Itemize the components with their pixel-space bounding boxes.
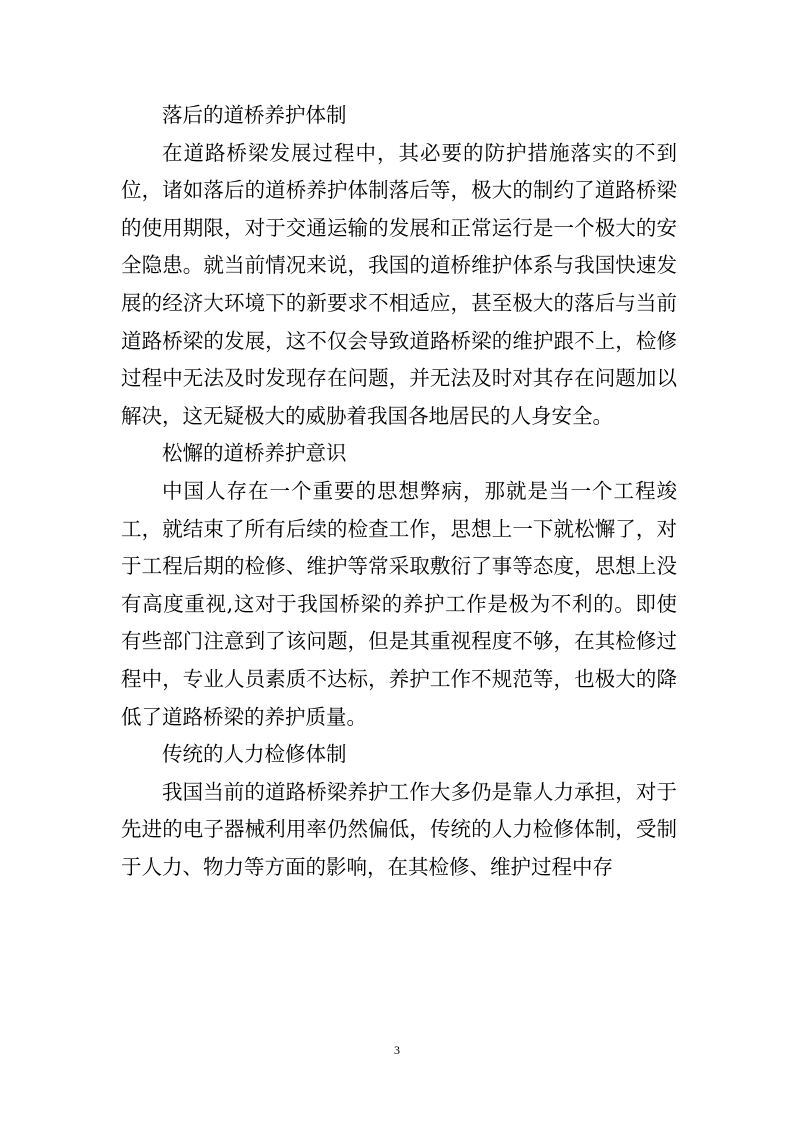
page-number: 3 — [394, 1043, 400, 1057]
section-paragraph: 我国当前的道路桥梁养护工作大多仍是靠人力承担，对于先进的电子器械利用率仍然偏低，传统的人力检修体制，受制于人力、物力等方面的影响，在其检修、维护过程中存 — [121, 779, 677, 879]
document-body — [121, 97, 677, 886]
section-heading: 传统的人力检修体制 — [162, 742, 347, 767]
section-heading: 落后的道桥养护体制 — [162, 103, 347, 127]
section-paragraph: 在道路桥梁发展过程中，其必要的防护措施落实的不到位，诸如落后的道桥养护体制落后等，极大的制约了道路桥梁的使用期限，对于交通运输的发展和正常运行是一个极大的安全隐患。就当前情况来说，我国的道桥维护体系与我国快速发展的经济大环境下的新要求不相适应，甚至极大的落后与当前道路桥梁的发展，这不仅会导致道路桥梁的维护跟不上，检修过程中无法及时发现存在问题，并无法及时对其存在问题加以解决，这无疑极大的威胁着我国各地居民的人身安全。 — [121, 140, 677, 428]
section-paragraph: 中国人存在一个重要的思想弊病，那就是当一个工程竣工，就结束了所有后续的检查工作，思想上一下就松懈了，对于工程后期的检修、维护等常采取敷衍了事等态度，思想上没有高度重视,这对于我国桥梁的养护工作是极为不利的。即使有些部门注意到了该问题，但是其重视程度不够，在其检修过程中，专业人员素质不达标，养护工作不规范等，也极大的降低了道路桥梁的养护质量。 — [121, 478, 677, 729]
section-heading: 松懈的道桥养护意识 — [162, 441, 347, 466]
